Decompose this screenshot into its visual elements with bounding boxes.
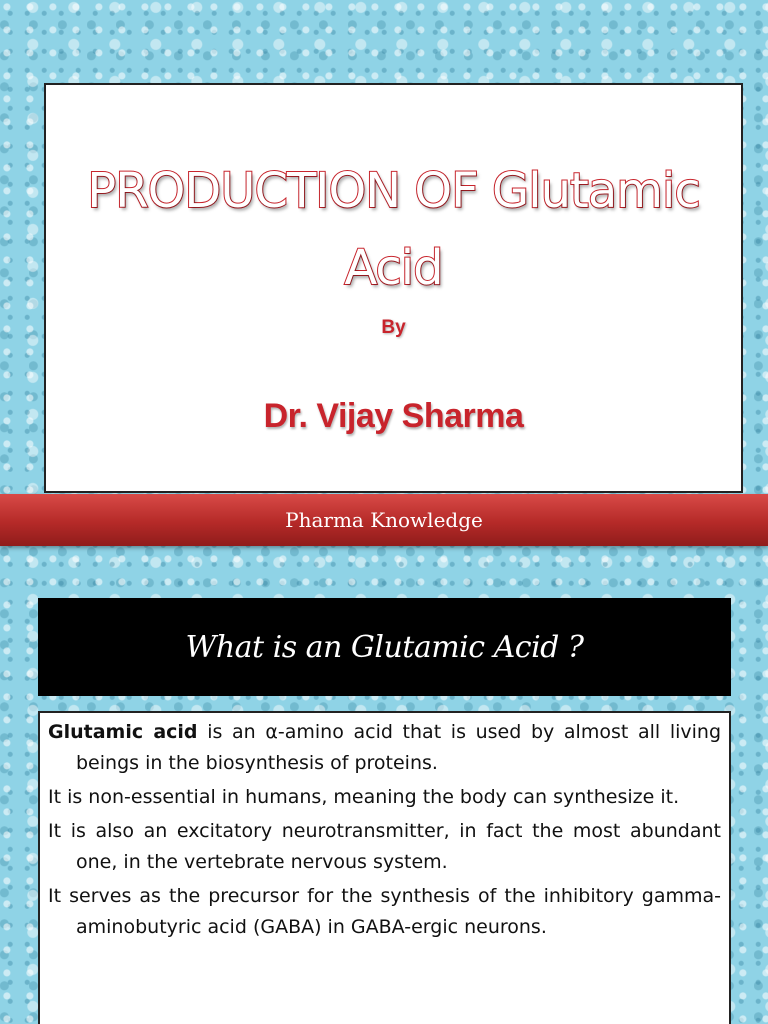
by-label: By — [381, 317, 406, 338]
author-name: Dr. Vijay Sharma — [263, 397, 524, 435]
slide2-content-box — [38, 711, 731, 1024]
paragraph-4 — [48, 881, 721, 943]
paragraph-1-text: is an α-amino acid that is used by almost all living beings in the biosynthesis of proteins. — [76, 721, 721, 774]
paragraph-4-text: It serves as the precursor for the synthesis of the inhibitory gamma-aminobutyric acid (GABA) in GABA-ergic neurons. — [48, 885, 721, 938]
slide2-heading: What is an Glutamic Acid ? — [185, 629, 584, 665]
paragraph-2 — [48, 782, 721, 813]
slide2-heading-box — [38, 598, 731, 696]
title-slide-card — [44, 83, 743, 493]
paragraph-2-text: It is non-essential in humans, meaning the body can synthesize it. — [48, 786, 680, 808]
footer-band — [0, 494, 768, 546]
paragraph-1 — [48, 717, 721, 779]
slide-title-line-1: PRODUCTION OF Glutamic — [87, 163, 700, 219]
paragraph-3 — [48, 816, 721, 878]
paragraph-3-text: It is also an excitatory neurotransmitter, in fact the most abundant one, in the vertebrate nervous system. — [48, 820, 721, 873]
footer-brand-text: Pharma Knowledge — [285, 508, 483, 532]
paragraph-1-bold: Glutamic acid — [48, 721, 198, 743]
slide-title-line-2: Acid — [344, 240, 443, 296]
